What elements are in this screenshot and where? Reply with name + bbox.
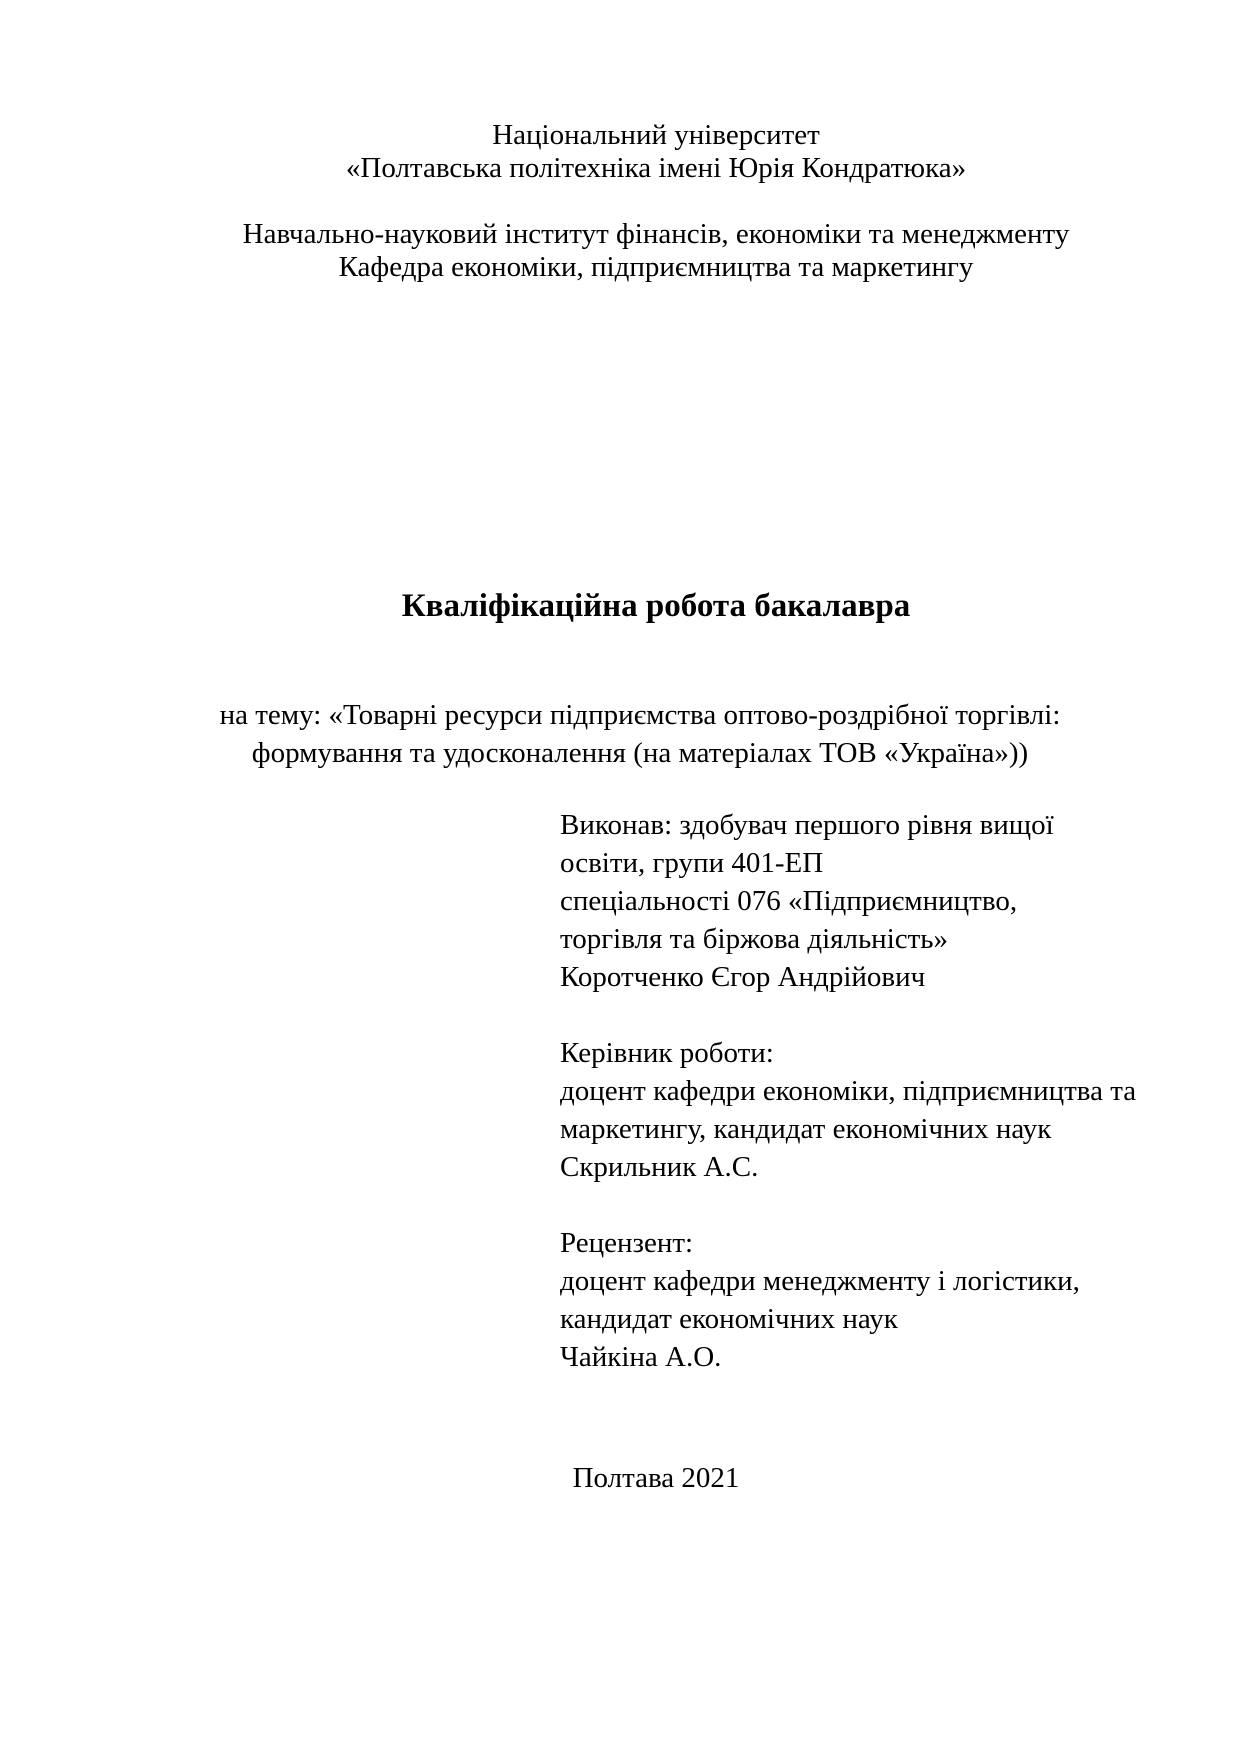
page-title: Кваліфікаційна робота бакалавра (401, 588, 911, 624)
executor-section (560, 806, 1190, 996)
credits-spacer (560, 996, 1190, 1034)
executor-line: освіти, групи 401-ЕП (560, 847, 824, 879)
reviewer-label: Рецензент: (560, 1227, 694, 1259)
supervisor-line: маркетингу, кандидат економічних наук (560, 1113, 1052, 1145)
executor-line: спеціальності 076 «Підприємництво, (560, 885, 1018, 917)
supervisor-name: Скрильник А.С. (560, 1151, 759, 1183)
reviewer-name: Чайкіна А.О. (560, 1341, 722, 1373)
credits-spacer (560, 1186, 1190, 1224)
city-year: Полтава 2021 (572, 1462, 740, 1494)
reviewer-line: доцент кафедри менеджменту і логістики, (560, 1265, 1080, 1297)
footer-block (148, 1459, 1164, 1497)
university-name-line2: «Полтавська політехніка імені Юрія Кондратюка» (345, 152, 967, 184)
executor-name: Коротченко Єгор Андрійович (560, 961, 926, 993)
executor-line: Виконав: здобувач першого рівня вищої (560, 809, 1054, 841)
topic-line1: на тему: «Товарні ресурси підприємства оптово-роздрібної торгівлі: (219, 699, 1061, 731)
header-spacer (148, 185, 1164, 218)
reviewer-line: кандидат економічних наук (560, 1303, 898, 1335)
department-name: Кафедра економіки, підприємництва та маркетингу (338, 251, 974, 283)
supervisor-label: Керівник роботи: (560, 1037, 774, 1069)
supervisor-line: доцент кафедри економіки, підприємництва та (560, 1075, 1137, 1107)
executor-line: торгівля та біржова діяльність» (560, 923, 949, 955)
topic-block (110, 696, 1170, 772)
reviewer-section (560, 1224, 1190, 1376)
header-block (148, 119, 1164, 284)
university-name-line1: Національний університет (492, 119, 820, 151)
institute-name: Навчально-науковий інститут фінансів, економіки та менеджменту (242, 218, 1070, 250)
topic-line2: формування та удосконалення (на матеріалах ТОВ «Україна»)) (251, 737, 1029, 769)
credits-block (560, 806, 1190, 1376)
supervisor-section (560, 1034, 1190, 1186)
